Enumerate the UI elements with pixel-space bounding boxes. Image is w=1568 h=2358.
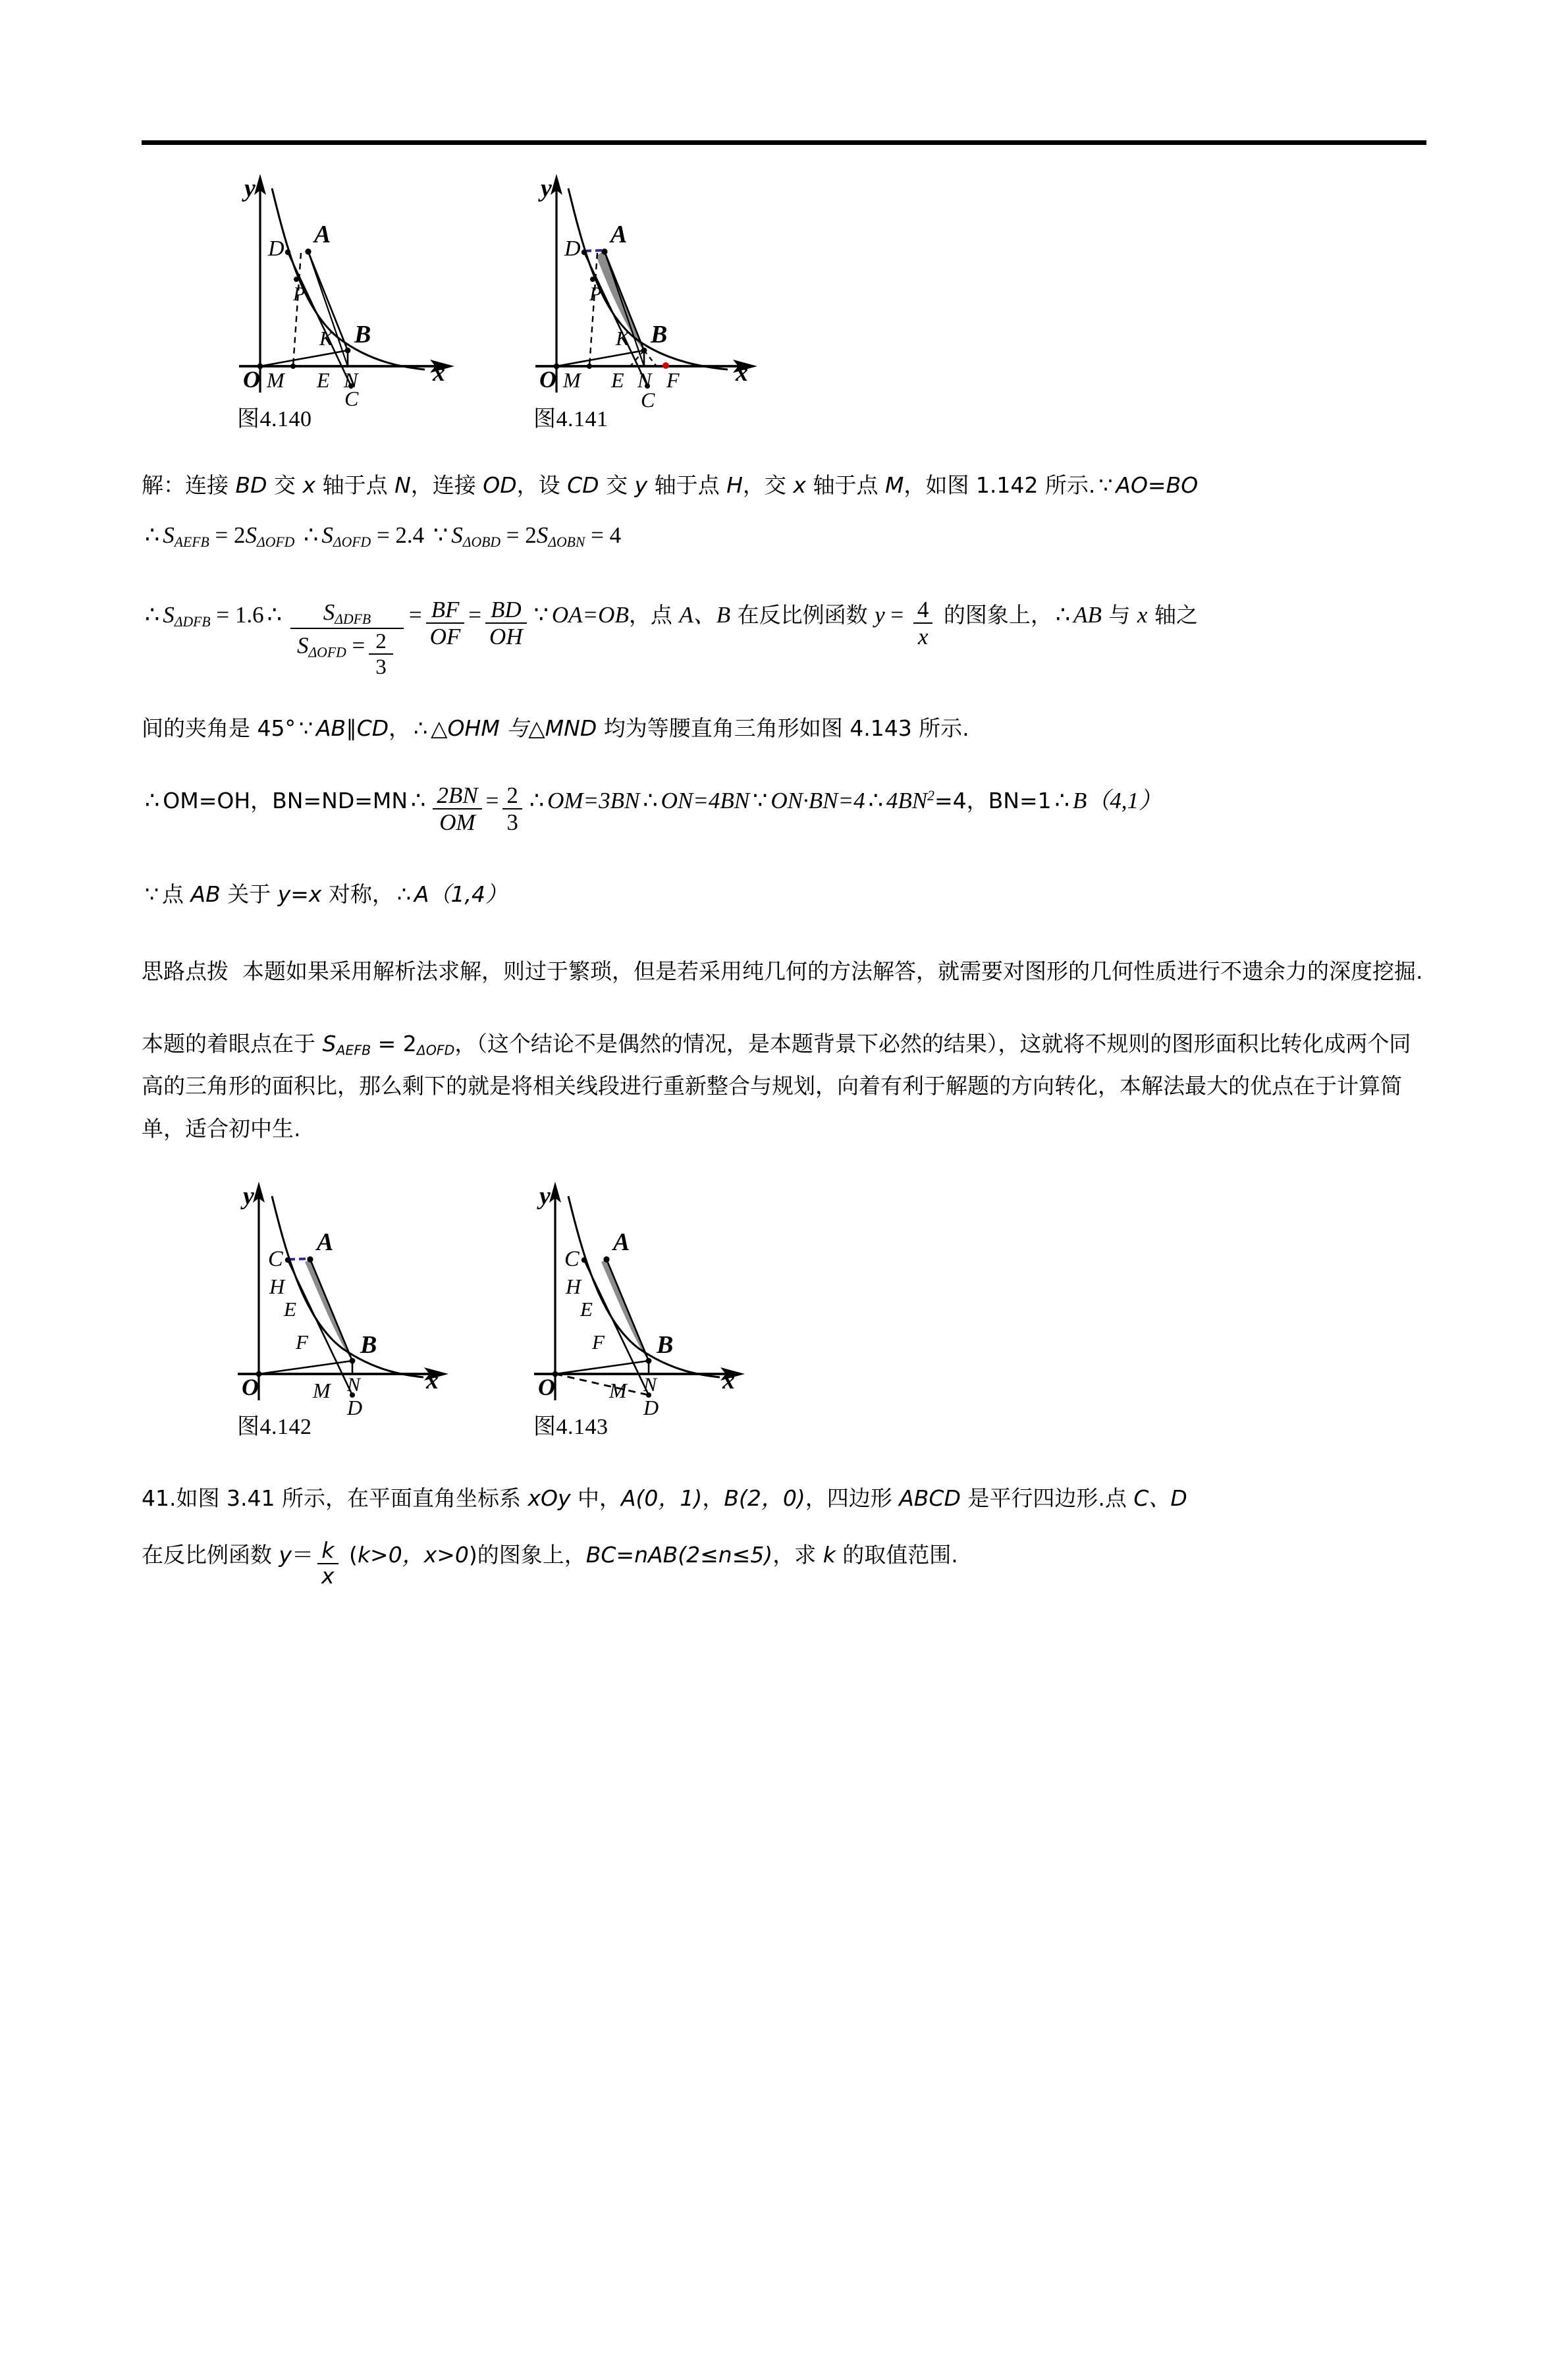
therefore-symbol-2: ∴ [304, 522, 319, 549]
sol1-t2: 轴于点 [315, 472, 395, 498]
x-den-2: x [321, 1562, 335, 1589]
figure-4-140 [188, 169, 464, 433]
because-symbol-1: ∵ [1098, 472, 1113, 498]
analysis-s: S [322, 1031, 337, 1056]
sol1-t9: ，如图 1.142 所示. [904, 472, 1096, 498]
analysis-pre: 本题的着眼点在于 [142, 1031, 323, 1056]
header-rule [142, 140, 1426, 145]
sol1-n: N [394, 472, 411, 498]
sol5-g: B（4,1） [1072, 787, 1162, 813]
sol2-eq3: = 2.4 [371, 522, 425, 549]
sol1-t6: 轴于点 [647, 472, 727, 498]
svg-text:N: N [643, 1374, 657, 1396]
svg-text:H: H [566, 1275, 581, 1299]
ratio-denominator [290, 629, 404, 679]
problem-41-line-1 [142, 1477, 1426, 1520]
sol3-fnum-sub: ΔDFB [335, 611, 371, 628]
sol3-eqa: = [408, 601, 422, 628]
figure-4-140-graphic [188, 169, 464, 410]
sol3-xv: x [1137, 601, 1148, 628]
because-symbol-2: ∵ [433, 522, 448, 549]
sol5-d: ON·BN=4 [770, 787, 865, 813]
sol5-e: 4BN [886, 787, 928, 813]
bf-of-fraction [426, 597, 465, 649]
sol2-sub2: ΔOFD [257, 534, 295, 551]
svg-text:D: D [268, 236, 284, 261]
figure-4-141 [484, 169, 767, 433]
solution-line-5 [142, 782, 1426, 835]
sol1-prefix: 解：连接 [142, 472, 236, 498]
p41-l2e: 的取值范围. [835, 1542, 958, 1568]
therefore-symbol-10: ∴ [643, 787, 658, 813]
p41-sepb: ，四边形 [805, 1485, 900, 1512]
p41-point-a: A(0，1) [620, 1485, 703, 1512]
sol1-h: H [726, 472, 743, 498]
sol6-c: 对称， [321, 881, 394, 908]
figure-4-143-caption: 图4.143 [533, 1415, 608, 1440]
figure-4-143-graphic [484, 1176, 761, 1420]
area-ratio-fraction [290, 599, 404, 679]
p41-l2c: )的图象上， [468, 1542, 586, 1568]
sol4-tail: 均为等腰直角三角形如图 4.143 所示. [597, 715, 969, 741]
svg-text:F: F [592, 1330, 605, 1354]
analysis-post: ，（这个结论不是偶然的情况，是本题背景下必然的结果），这就将不规则的图形面积比转化成两个同高的三角形的面积比，那么剩下的就是将相关线段进行重新整合与规划，向着有利于解题的方向转化，本解法最大的优点在于计算简单，适合初中生. [142, 1031, 1411, 1141]
svg-text:E: E [317, 368, 330, 392]
p41-l2b: ( [342, 1542, 358, 1568]
svg-text:x: x [736, 359, 748, 387]
analysis-sub: AEFB [336, 1042, 371, 1058]
svg-text:y: y [539, 1182, 551, 1211]
svg-text:O: O [539, 366, 556, 393]
document-page [0, 140, 1568, 2358]
of-den: OF [429, 623, 461, 649]
p41-xoy: xOy [527, 1485, 571, 1512]
sol1-od: OD [483, 472, 517, 498]
sol3-comma: ，点 [628, 601, 680, 628]
figure-group-2 [142, 1176, 1426, 1440]
sol1-t4: ，设 [516, 472, 568, 498]
sol1-x2: x [793, 472, 806, 498]
sol2-s3: S [321, 522, 333, 549]
bf-num: BF [426, 597, 465, 624]
sol3-y: y [875, 601, 885, 628]
svg-text:D: D [347, 1396, 363, 1420]
sol1-m: M [884, 472, 904, 498]
figure-4-142-caption: 图4.142 [237, 1415, 312, 1440]
p41-y: y [279, 1542, 292, 1568]
because-symbol-5: ∵ [753, 787, 768, 813]
hint-title: 思路点拨 [142, 958, 229, 984]
svg-text:y: y [541, 175, 552, 202]
figure-group-1 [142, 169, 1426, 433]
svg-text:E: E [580, 1298, 593, 1321]
p41-cd: C、D [1133, 1485, 1187, 1512]
sol5-b: OM=3BN [547, 787, 640, 813]
svg-text:M: M [267, 368, 284, 392]
svg-text:M: M [609, 1379, 627, 1403]
svg-text:O: O [538, 1374, 555, 1401]
svg-text:A: A [613, 1228, 630, 1257]
sol3-eqy: = [884, 601, 909, 628]
sol3-oaob: OA=OB [551, 601, 629, 628]
four-over-x-fraction [913, 597, 933, 649]
svg-text:K: K [616, 327, 630, 350]
analysis-sub2: ΔOFD [416, 1042, 455, 1058]
problem-41-line-2 [142, 1538, 1426, 1588]
svg-text:K: K [319, 327, 333, 350]
solution-line-1 [142, 464, 1426, 507]
2bn-num: 2BN [433, 782, 481, 809]
two-thirds-fraction [369, 629, 393, 679]
p41-l1b: 中， [570, 1485, 621, 1512]
svg-text:x: x [426, 1367, 439, 1395]
svg-text:A: A [314, 221, 331, 248]
sol3-fden-sub: ΔOFD [308, 644, 346, 661]
figure-4-143 [484, 1176, 761, 1440]
sol3-ab: A、B [679, 601, 731, 628]
two-thirds-den: 3 [375, 655, 387, 680]
p41-bc: BC=nAB [585, 1542, 678, 1568]
sol2-eq4: = 2 [500, 522, 537, 549]
svg-text:y: y [243, 1182, 254, 1211]
oh-den: OH [489, 623, 523, 649]
sol3-tail: 的图象上， [936, 601, 1052, 628]
svg-text:F: F [296, 1330, 308, 1354]
svg-text:x: x [722, 1367, 735, 1395]
svg-text:N: N [344, 368, 358, 392]
svg-text:D: D [643, 1396, 659, 1420]
svg-text:N: N [347, 1374, 361, 1396]
p41-l2d: ，求 [772, 1542, 823, 1568]
svg-text:F: F [666, 368, 680, 392]
bd-num: BD [485, 597, 527, 624]
problem-number: 41. [142, 1485, 176, 1512]
svg-text:C: C [641, 388, 655, 412]
sol2-sub1: AEFB [174, 534, 209, 551]
sol3-abx: AB [1073, 601, 1102, 628]
because-symbol-6: ∵ [145, 881, 159, 908]
sol2-s4: S [451, 522, 463, 549]
therefore-symbol-12: ∴ [1054, 787, 1069, 813]
sol3-fden-s: S [296, 632, 309, 659]
sol6-a: 点 [162, 881, 191, 908]
solution-line-4 [142, 707, 1426, 750]
sol2-eq1: = 2 [209, 522, 246, 549]
p41-sepa: ， [702, 1485, 724, 1512]
sol3-tail2: 与 [1101, 601, 1137, 628]
sol5-a: OM=OH，BN=ND=MN [163, 787, 408, 813]
p41-kk: k [823, 1542, 836, 1568]
sol1-t1: 交 [267, 472, 303, 498]
sol5-c: ON=4BN [661, 787, 750, 813]
p41-eq: ＝ [292, 1542, 314, 1568]
sol1-aobo: AO=BO [1116, 472, 1199, 498]
sol2-sub5: ΔOBN [548, 534, 585, 551]
p41-abcd: ABCD [899, 1485, 961, 1512]
two-thirds-num: 2 [369, 629, 393, 655]
svg-text:P: P [293, 283, 306, 305]
sol2-s5: S [536, 522, 549, 549]
svg-text:O: O [243, 366, 260, 393]
ratio-numerator [290, 599, 404, 629]
svg-text:x: x [433, 359, 445, 387]
p41-l1c: 是平行四边形.点 [960, 1485, 1134, 1512]
sol6-b: 关于 [220, 881, 278, 908]
svg-text:O: O [242, 1374, 259, 1401]
sol2-sub4: ΔOBD [462, 534, 501, 551]
figure-4-141-caption: 图4.141 [533, 407, 608, 431]
sol6-d: A（1,4） [414, 881, 507, 908]
svg-text:A: A [610, 221, 628, 248]
sol1-y: y [634, 472, 648, 498]
p41-l1a: 如图 3.41 所示，在平面直角坐标系 [176, 1485, 528, 1512]
sol5-eq: = [485, 787, 499, 813]
svg-text:B: B [354, 321, 371, 348]
svg-text:H: H [269, 1275, 285, 1299]
sol2-eq5: = 4 [585, 522, 622, 549]
therefore-symbol-11: ∴ [868, 787, 883, 813]
therefore-symbol-1: ∴ [145, 522, 160, 549]
therefore-symbol-7: ∴ [145, 787, 160, 813]
hint-body: 本题如果采用解析法求解，则过于繁琐，但是若采用纯几何的方法解答，就需要对图形的几何性质进行不遗余力的深度挖掘. [242, 958, 1423, 984]
sol4-triangles: △OHM 与△MND [431, 715, 597, 741]
two-thirds-fraction-2 [502, 782, 522, 835]
because-symbol-4: ∵ [298, 715, 313, 741]
svg-text:C: C [344, 387, 359, 410]
p41-l2a: 在反比例函数 [142, 1542, 279, 1568]
sol3-sub1: ΔDFB [174, 613, 211, 630]
two-num-2: 2 [502, 782, 522, 809]
sol5-f: =4，BN=1 [934, 787, 1052, 813]
svg-text:y: y [244, 175, 256, 202]
figure-4-142-graphic [188, 1176, 464, 1420]
k-over-x-fraction [317, 1539, 338, 1589]
svg-text:C: C [268, 1247, 283, 1272]
analysis-eq: = 2 [371, 1031, 417, 1056]
sol4-abcd: AB∥CD [315, 715, 389, 741]
sol1-t3: ，连接 [410, 472, 483, 498]
om-den: OM [439, 809, 475, 836]
svg-text:M: M [563, 368, 581, 392]
figure-4-140-caption: 图4.140 [237, 407, 312, 431]
solution-line-3 [142, 597, 1426, 680]
figure-4-142 [188, 1176, 464, 1440]
bd-oh-fraction [485, 597, 527, 649]
sol3-mid: 在反比例函数 [730, 601, 875, 628]
sol1-t7: ，交 [742, 472, 794, 498]
k-num: k [317, 1539, 338, 1564]
figure-4-141-graphic [484, 169, 767, 412]
sol3-eq1: = 1.6 [210, 601, 264, 628]
sol5-sup: 2 [927, 787, 934, 804]
sol2-s1: S [163, 522, 175, 549]
therefore-symbol-9: ∴ [529, 787, 545, 813]
therefore-symbol-3: ∴ [145, 601, 160, 628]
hint-paragraph [142, 950, 1426, 993]
sol1-cd: CD [567, 472, 599, 498]
p41-cond: k>0，x>0 [357, 1542, 469, 1568]
sol1-x: x [302, 472, 316, 498]
svg-text:E: E [284, 1298, 296, 1321]
svg-text:B: B [360, 1331, 377, 1359]
sol4-comma: ， [389, 715, 411, 741]
svg-text:N: N [637, 368, 652, 392]
sol6-yx: y=x [277, 881, 322, 908]
svg-text:C: C [564, 1247, 580, 1272]
therefore-symbol-6: ∴ [414, 715, 428, 741]
p41-point-b: B(2，0) [724, 1485, 805, 1512]
sol3-fden-eq: = [346, 632, 365, 659]
therefore-symbol-13: ∴ [396, 881, 411, 908]
sol3-fnum-s: S [323, 599, 335, 626]
sol3-tail3: 轴之 [1147, 601, 1198, 628]
svg-text:E: E [611, 368, 624, 392]
four-num: 4 [913, 597, 933, 624]
svg-text:M: M [313, 1379, 331, 1403]
x-den: x [917, 623, 929, 649]
sol3-s1: S [163, 601, 175, 628]
sol1-t8: 轴于点 [805, 472, 885, 498]
solution-line-6 [142, 873, 1426, 916]
sol1-t5: 交 [599, 472, 635, 498]
svg-text:B: B [657, 1331, 674, 1359]
2bn-om-fraction [433, 782, 481, 835]
sol1-bd: BD [235, 472, 267, 498]
therefore-symbol-5: ∴ [1055, 601, 1071, 628]
sol3-eqb: = [468, 601, 482, 628]
because-symbol-3: ∵ [533, 601, 549, 628]
svg-text:D: D [564, 236, 581, 261]
sol2-s2: S [245, 522, 257, 549]
sol6-ab: AB [190, 881, 221, 908]
sol4-pre: 间的夹角是 45° [142, 715, 296, 741]
svg-text:P: P [589, 283, 602, 305]
therefore-symbol-4: ∴ [267, 601, 282, 628]
svg-text:B: B [651, 321, 668, 348]
svg-text:A: A [317, 1228, 334, 1257]
analysis-paragraph [142, 1023, 1426, 1150]
three-den-2: 3 [506, 809, 518, 836]
solution-line-2 [142, 513, 1426, 558]
p41-range: (2≤n≤5) [678, 1542, 773, 1568]
therefore-symbol-8: ∴ [411, 787, 426, 813]
sol2-sub3: ΔOFD [333, 534, 371, 551]
